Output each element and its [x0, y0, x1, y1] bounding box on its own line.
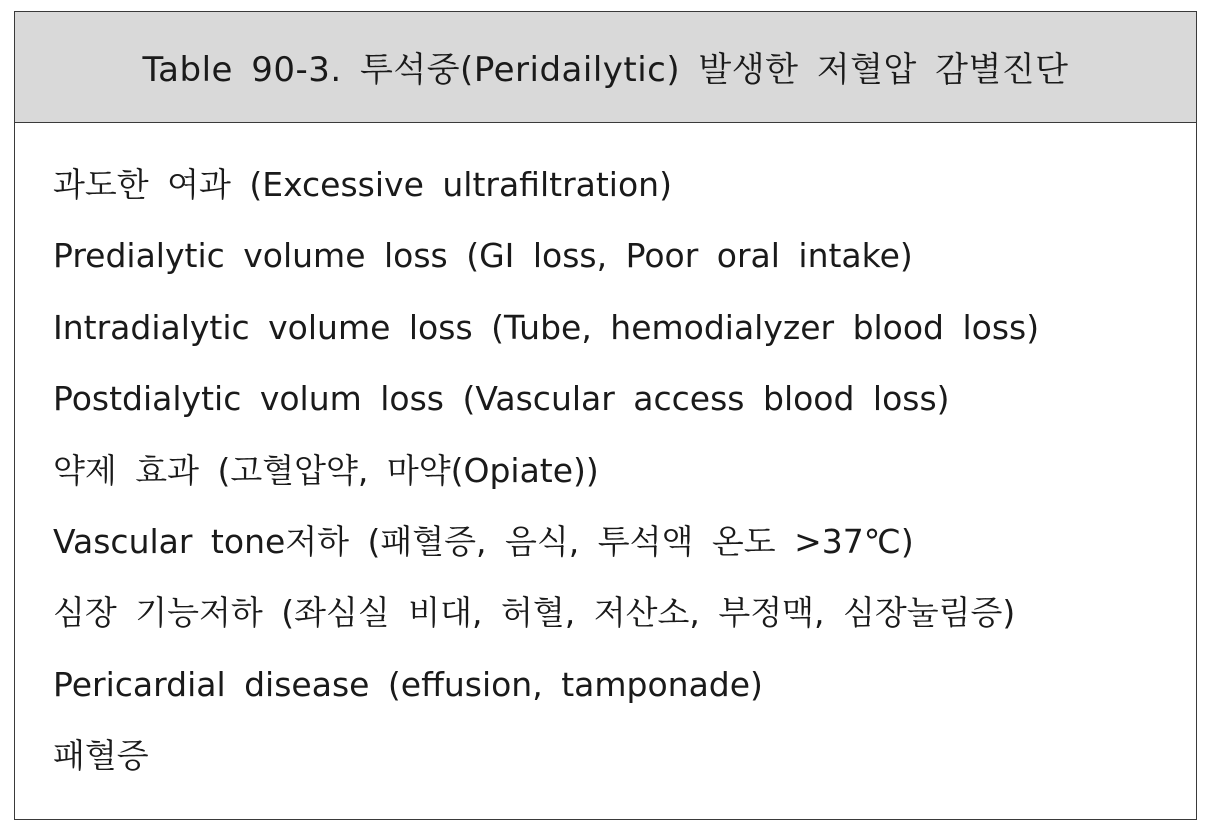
- table-row-postdialytic-volume-loss: Postdialytic volum loss (Vascular access blood loss): [53, 379, 950, 419]
- table-body: [15, 123, 1196, 792]
- table-row-sepsis: 패혈증: [53, 736, 149, 776]
- table-row-vascular-tone: Vascular tone저하 (패혈증, 음식, 투석액 온도 >37℃): [53, 521, 914, 561]
- table-header: [15, 12, 1196, 123]
- table-row-pericardial-disease: Pericardial disease (effusion, tamponade): [53, 664, 763, 704]
- table-row-cardiac-dysfunction: 심장 기능저하 (좌심실 비대, 허혈, 저산소, 부정맥, 심장눌림증): [53, 593, 1016, 633]
- table-row-intradialytic-volume-loss: Intradialytic volume loss (Tube, hemodialyzer blood loss): [53, 307, 1040, 347]
- table-row-drug-effect: 약제 효과 (고혈압약, 마약(Opiate)): [53, 450, 599, 490]
- table-row-predialytic-volume-loss: Predialytic volume loss (GI loss, Poor oral intake): [53, 236, 913, 276]
- table-row-excessive-ultrafiltration: 과도한 여과 (Excessive ultrafiltration): [53, 165, 672, 204]
- table-title: Table 90-3. 투석중(Peridailytic) 발생한 저혈압 감별진단: [142, 49, 1069, 90]
- differential-diagnosis-table: [14, 11, 1197, 820]
